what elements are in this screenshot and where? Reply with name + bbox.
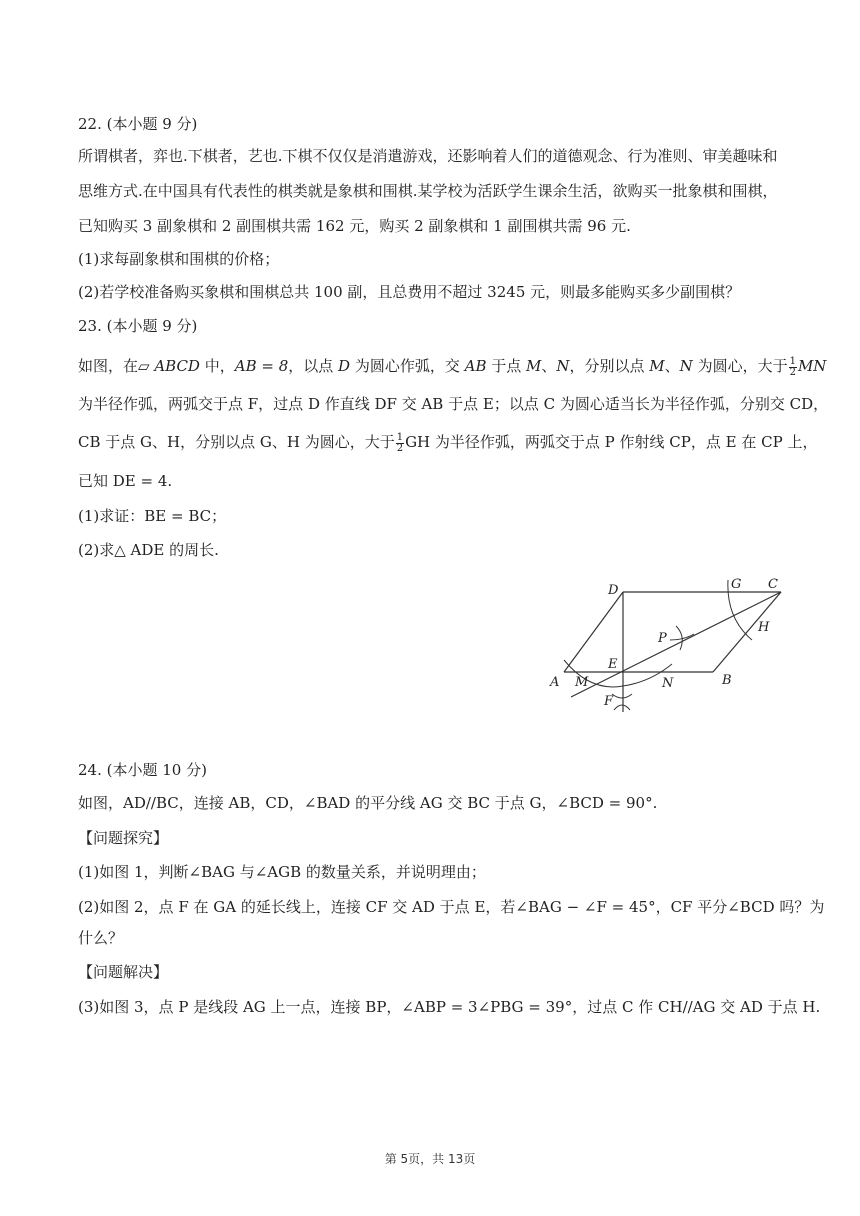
label-b: B [722, 673, 732, 688]
q24-heading-solve: 【问题解决】 [78, 963, 169, 981]
label-e: E [608, 657, 618, 672]
fraction-numerator: 1 [396, 431, 404, 443]
q24-subquestion-2-line-2: 什么？ [78, 929, 124, 947]
arc-p-1 [676, 626, 682, 650]
q22-title: 22. (本小题 9 分) [78, 115, 198, 133]
q23-text: 为圆心作弧，交 [350, 357, 465, 375]
q23-text: 中， [199, 357, 235, 375]
q23-math: AB = 8 [234, 357, 289, 375]
fraction-denominator: 2 [789, 366, 796, 378]
q23-text: 如图，在▱ [78, 357, 155, 375]
q23-math: D [338, 357, 351, 375]
q22-paragraph-line-3: 已知购买 3 副象棋和 2 副围棋共需 162 元，购买 2 副象棋和 1 副围棋共需 96 元. [78, 217, 631, 235]
ray-cp [571, 592, 781, 697]
q23-math: M [649, 357, 665, 375]
q23-paragraph-line-2: 为半径作弧，两弧交于点 F，过点 D 作直线 DF 交 AB 于点 E；以点 C 为圆心适当长为半径作弧，分别交 CD， [78, 395, 829, 413]
q24-subquestion-1: (1)如图 1，判断∠BAG 与∠AGB 的数量关系，并说明理由； [78, 863, 486, 881]
q23-math: M [526, 357, 542, 375]
q24-subquestion-2-line-1: (2)如图 2，点 F 在 GA 的延长线上，连接 CF 交 AD 于点 E，若∠BAG − ∠F = 45°，CF 平分∠BCD 吗？为 [78, 898, 825, 916]
q23-text: ，分别以点 [569, 357, 650, 375]
q23-math: N [679, 357, 693, 375]
label-c: C [768, 577, 778, 592]
q23-title: 23. (本小题 9 分) [78, 317, 198, 335]
q22-paragraph-line-1: 所谓棋者，弈也.下棋者，艺也.下棋不仅仅是消遣游戏，还影响着人们的道德观念、行为准则、审美趣味和 [78, 147, 778, 165]
label-p: P [658, 631, 667, 646]
label-h: H [758, 620, 770, 635]
q23-text: CB 于点 G、H，分别以点 G、H 为圆心，大于 [78, 433, 395, 451]
arc-f-1 [612, 694, 632, 698]
q23-math: AB [464, 357, 487, 375]
q23-text: 为圆心，大于 [692, 357, 788, 375]
label-f: F [604, 694, 614, 709]
q23-text: 、 [664, 357, 680, 375]
q23-math: N [556, 357, 570, 375]
label-g: G [731, 577, 742, 592]
q23-text: 、 [541, 357, 557, 375]
q23-text: 于点 [486, 357, 527, 375]
label-a: A [550, 675, 560, 690]
segment-cb [713, 592, 781, 672]
q24-heading-explore: 【问题探究】 [78, 829, 169, 847]
q23-math: ABCD [154, 357, 200, 375]
q24-title: 24. (本小题 10 分) [78, 761, 207, 779]
q23-paragraph-line-4: 已知 DE = 4. [78, 472, 173, 490]
q22-subquestion-1: (1)求每副象棋和围棋的价格； [78, 250, 280, 268]
q22-paragraph-line-2: 思维方式.在中国具有代表性的棋类就是象棋和围棋.某学校为活跃学生课余生活，欲购买一批象棋和围棋， [78, 182, 778, 200]
q24-paragraph-line-1: 如图，AD//BC，连接 AB，CD，∠BAD 的平分线 AG 交 BC 于点 G，∠BCD = 90°. [78, 794, 658, 812]
q23-text: ，以点 [288, 357, 339, 375]
q22-subquestion-2: (2)若学校准备购买象棋和围棋总共 100 副，且总费用不超过 3245 元，则最多能购买多少副围棋？ [78, 283, 741, 301]
q23-subquestion-1: (1)求证：BE = BC； [78, 507, 227, 525]
q23-math: MN [797, 357, 827, 375]
label-n: N [662, 676, 674, 691]
q23-subquestion-2: (2)求△ ADE 的周长. [78, 541, 219, 559]
fraction-numerator: 1 [789, 355, 796, 367]
label-m: M [575, 675, 589, 690]
q23-text: GH 为半径作弧，两弧交于点 P 作射线 CP，点 E 在 CP 上， [405, 433, 818, 451]
arc-f-2 [614, 705, 630, 710]
q24-subquestion-3: (3)如图 3，点 P 是线段 AG 上一点，连接 BP，∠ABP = 3∠PBG = 39°，过点 C 作 CH//AG 交 AD 于点 H. [78, 998, 821, 1016]
fraction-denominator: 2 [396, 442, 404, 454]
label-d: D [608, 583, 619, 598]
page-footer: 第 5页，共 13页 [384, 1152, 476, 1166]
